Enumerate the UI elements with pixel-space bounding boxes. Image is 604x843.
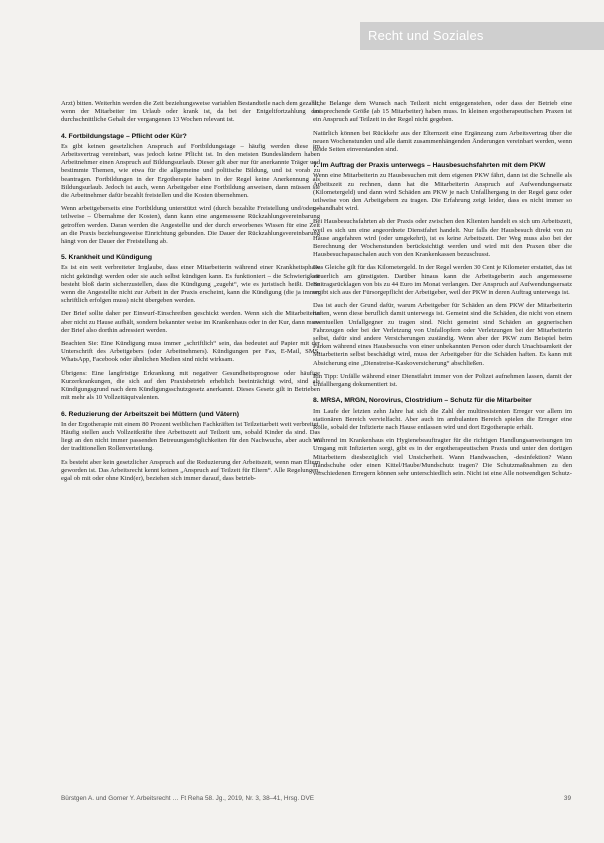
paragraph: Übrigens: Eine langfristige Erkrankung mit negativer Gesundheitsprognose oder häufige Kurzerkrankungen, die sich auf den Praxisbetrieb erheblich beeinträchtigt wird, sind als Kündigungsgrund nach dem Kündigungsschutzgesetz anerkannt. Dieses Gesetz gilt in Betrieben mit mehr als 10 Vollzeitäquivalenten. (61, 369, 320, 402)
paragraph: Beachten Sie: Eine Kündigung muss immer „schriftlich“ sein, das bedeutet auf Papier mit der Unterschrift des Arbeitgebers (oder Arbeitnehmers). Kündigungen per Fax, E-Mail, SMS, WhatsApp, Facebook oder ähnlichen Medien sind nicht wirksam. (61, 340, 320, 364)
section-heading: 5. Krankheit und Kündigung (61, 254, 152, 262)
paragraph: Im Laufe der letzten zehn Jahre hat sich die Zahl der multiresistenten Erreger vor allem im stationären Bereich vervielfacht. Aber auch im ambulanten Bereich spielen die Erreger eine Rolle, sobald der Infizierte nach Hause entlassen wird und dort Ergotherapie erhält. (313, 407, 572, 431)
left-column (61, 100, 320, 488)
paragraph: In der Ergotherapie mit einem 80 Prozent weiblichen Fachkräften ist Teilzeitarbeit weit verbreitet. Häufig stellen auch Vollzeitkräfte ihre Arbeitszeit auf Teilzeit um, sobald Kinder da sind. Das liegt an den nicht immer passenden Betreuungsmöglichkeiten für den Nachwuchs, aber auch an der traditionellen Rollenverteilung. (61, 420, 320, 453)
paragraph: Das Gleiche gilt für das Kilometergeld. In der Regel werden 30 Cent je Kilometer erstattet, das ist steuerlich am günstigsten. Darüber hinaus kann die Arbeitsgeberin auch angemessene Beitragsrücklagen von bis zu 44 Euro im Monat verlangen. Der Anspruch auf Aufwendungsersatz ergibt sich aus der Fürsorgepflicht der Arbeitgeber, weil der PKW in deren Auftrag unterwegs ist. (313, 264, 572, 297)
paragraph: Der Brief sollte daher per Einwurf-Einschreiben geschickt werden. Wenn sich die Mitarbeiterin aber nicht zu Hause aufhält, sondern bekannter weise im Krankenhaus oder in der Kur, dann muss der Brief also dorthin adressiert werden. (61, 310, 320, 334)
paragraph: Wenn arbeitgeberseits eine Fortbildung unterstützt wird (durch bezahlte Freistellung und/oder – teilweise – Übernahme der Kosten), dann kann eine angemessene Rückzahlungsvereinbarung getroffen werden. Daran werden die Angestellte und der durch erworbenes Wissen für eine Zeit an die Praxis beziehungsweise Einrichtung gebunden. Die Dauer der Rückzahlungsvereinbarung hängt von der Dauer der Freistellung ab. (61, 205, 320, 246)
footer-citation: Bürstgen A. und Gorner Y. Arbeitsrecht … Ft Reha 58. Jg., 2019, Nr. 3, 38–41, Hrsg. DVE (61, 795, 315, 802)
paragraph: liche Belange dem Wunsch nach Teilzeit nicht entgegenstehen, oder dass der Betrieb eine entsprechende Größe (ab 15 Mitarbeiter) haben muss. In kleinen ergotherapeutischen Praxen ist ein Anspruch auf Teilzeit in der Regel nicht gegeben. (313, 100, 572, 124)
paragraph: Es besteht aber kein gesetzlicher Anspruch auf die Reduzierung der Arbeitszeit, wenn man Eltern geworden ist. Das Arbeitsrecht kennt keinen „Anspruch auf Teilzeit für Eltern“. Alle Regelungen, egal ob mit oder ohne Kind(er), beziehen sich immer darauf, dass betrieb- (61, 458, 320, 482)
section-heading: 7. Im Auftrag der Praxis unterwegs – Hausbesuchsfahrten mit dem PKW (313, 162, 546, 170)
section-heading: 6. Reduzierung der Arbeitszeit bei Müttern (und Vätern) (61, 410, 239, 418)
paragraph: Bei Hausbesuchsfahrten ab der Praxis oder zwischen den Klienten handelt es sich um Arbeitszeit, weil es sich um eine angeordnete Dienstfahrt handelt. Nur falls der Hausbesuch direkt von zu Hause angefahren wird (oder umgekehrt), ist es keine Arbeitszeit. Der Weg muss also bei der Berechnung der Wochenstunden berücksichtigt werden und wird mit den Praxen über die Hausbesuchspauschalen auch von den Krankenkassen bezuschusst. (313, 218, 572, 259)
paragraph: Es gibt keinen gesetzlichen Anspruch auf Fortbildungstage – häufig werden diese im Arbeitsvertrag vereinbart, was jedoch keine Pflicht ist. In den meisten Bundesländern haben Arbeitnehmer einen Anspruch auf Bildungsurlaub. Dieser gilt aber nur für anerkannte Träger und bestimmte Themen, wie etwa für die allgemeine und politische Bildung, und ist vorab zu beantragen. Fortbildungen in der Ergotherapie haben in der Regel keine Anerkennung als Bildungsurlaub. Jedoch ist auch, wenn Arbeitgeber eine Fortbildung anweisen, dann müssen sie die Arbeitnehmer dafür bezahlt freistellen und die Kosten übernehmen. (61, 142, 320, 200)
paragraph: Arzt) bitten. Weiterhin werden die Zeit beziehungsweise variablen Bestandteile nach dem gezahlt, wenn der Mitarbeiter im Urlaub oder krank ist, da bei der Entgeltfortzahlung das durchschnittliche Gehalt der vergangenen 13 Wochen relevant ist. (61, 100, 320, 124)
section-heading: 4. Fortbildungstage – Pflicht oder Kür? (61, 132, 187, 140)
paragraph: Wenn eine Mitarbeiterin zu Hausbesuchen mit dem eigenen PKW fährt, dann ist die Schnelle als Arbeitszeit zu rechnen, dann hat die Mitarbeiterin Anspruch auf Aufwendungsersatz (Kilometergeld) und dann wird Schäden am PKW je nach Unfallhergang in der Regel ganz oder teilweise von den Arbeitgebern zu tragen. Die Erfahrung zeigt leider, dass es nicht immer so gehandhabt wird. (313, 172, 572, 213)
paragraph: Natürlich können bei Rückkehr aus der Elternzeit eine Ergänzung zum Arbeitsvertrag über die neuen Wochenstunden und alle damit zusammenhängenden Änderungen vereinbart werden, wenn beide Seiten einverstanden sind. (313, 129, 572, 154)
paragraph: Ein Tipp: Unfälle während einer Dienstfahrt immer von der Polizei aufnehmen lassen, damit der Unfallhergang dokumentiert ist. (313, 372, 572, 389)
paragraph: Es ist ein weit verbreiteter Irrglaube, dass einer Mitarbeiterin während einer Krankheitsphase nicht gekündigt werden oder sie auch selbst kündigen kann. Es funktioniert – die Schwierigkeit besteht bloß darin sicherzustellen, dass die Kündigung „zugeht“, wie es juristisch heißt. Denn wenn die Angestellte nicht zur Arbeit in der Praxis erscheint, kann die Kündigung (die ja immer schriftlich erfolgen muss) nicht übergeben werden. (61, 264, 320, 305)
paragraph: Das ist auch der Grund dafür, warum Arbeitgeber für Schäden an dem PKW der Mitarbeiterin haften, wenn diese beruflich damit unterwegs ist. Gemeint sind die Schäden, die nicht von einem eventuellen Unfallgegner zu tragen sind. Nicht gemeint sind Schäden an gegnerischen Fahrzeugen oder bei der Verletzung von Unfallopfern oder Verletzungen bei der Mitarbeiterin selbst, dafür sind andere Versicherungen zuständig. Wenn aber der PKW zum Beispiel beim Parken während eines Hausbesuchs von einer unbekannten Person oder durch Unachtsamkeit der Mitarbeiterin selbst beschädigt wird, muss der Arbeitgeber für die Schäden haften. Es kann mit Absicherung eine „Dienstreise-Kaskoversicherung“ abschließen. (313, 302, 572, 367)
right-column (313, 100, 572, 483)
page-footer (61, 795, 571, 802)
section-heading: 8. MRSA, MRGN, Norovirus, Clostridium – Schutz für die Mitarbeiter (313, 397, 532, 405)
paragraph: Während im Krankenhaus ein Hygienebeauftragter für die richtigen Handlungsanweisungen im Umgang mit Infizierten sorgt, gibt es in der ergotherapeutischen Praxis und unter den dortigen Mitarbeitern diesbezüglich viel Unsicherheit. Wann Handwaschen, -desinfektion? Wann Handschuhe oder einen Kittel/Haube/Mundschutz tragen? Die Schutzmaßnahmen zu den verschiedenen Erregern können sehr unterschiedlich sein. Nicht ist eine Alle notwendigen Schutz- (313, 437, 572, 477)
page-number: 39 (563, 795, 571, 802)
section-tag: Recht und Soziales (360, 22, 604, 50)
